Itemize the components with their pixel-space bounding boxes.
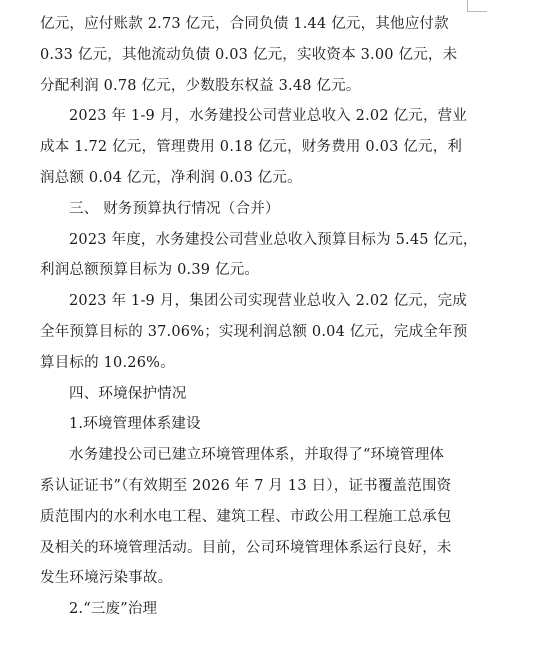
- text-line: 及相关的环境管理活动。目前，公司环境管理体系运行良好，未: [40, 539, 452, 556]
- text-line: 2023 年 1-9 月，集团公司实现营业总收入 2.02 亿元，完成: [69, 293, 468, 310]
- document-body: [40, 9, 478, 625]
- text-line: 发生环境污染事故。: [40, 570, 173, 587]
- text-line: 算目标的 10.26%。: [40, 354, 175, 371]
- text-line: 2023 年 1-9 月，水务建投公司营业总收入 2.02 亿元，营业: [69, 108, 468, 125]
- text-line: 0.33 亿元，其他流动负债 0.03 亿元，实收资本 3.00 亿元，未: [40, 46, 458, 63]
- text-line: 全年预算目标的 37.06%；实现利润总额 0.04 亿元，完成全年预: [40, 323, 468, 340]
- text-line: 2.“三废”治理: [69, 601, 158, 618]
- page-corner-mark: [467, 0, 487, 12]
- text-line: 成本 1.72 亿元，管理费用 0.18 亿元，财务费用 0.03 亿元，利: [40, 139, 463, 156]
- text-line: 2023 年度，水务建投公司营业总收入预算目标为 5.45 亿元，: [69, 231, 478, 248]
- section-heading: 三、 财务预算执行情况（合并）: [69, 200, 280, 217]
- text-line: 系认证证书”（有效期至 2026 年 7 月 13 日），证书覆盖范围资: [40, 477, 452, 494]
- text-line: 水务建投公司已建立环境管理体系，并取得了“环境管理体: [69, 447, 445, 464]
- text-line: 亿元，应付账款 2.73 亿元，合同负债 1.44 亿元，其他应付款: [40, 16, 449, 32]
- section-heading: 四、环境保护情况: [69, 385, 187, 402]
- text-line: 润总额 0.04 亿元，净利润 0.03 亿元。: [40, 169, 302, 186]
- text-line: 质范围内的水利水电工程、建筑工程、市政公用工程施工总承包: [40, 508, 452, 525]
- text-line: 1.环境管理体系建设: [69, 416, 201, 433]
- text-line: 分配利润 0.78 亿元，少数股东权益 3.48 亿元。: [40, 77, 361, 94]
- text-line: 利润总额预算目标为 0.39 亿元。: [40, 262, 260, 279]
